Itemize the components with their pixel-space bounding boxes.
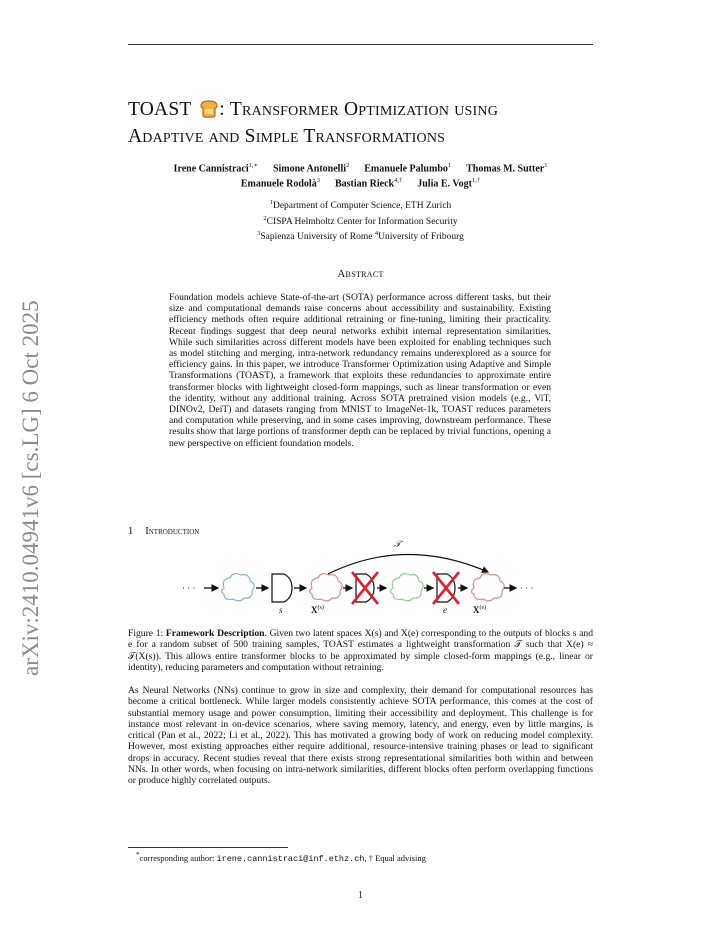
footnote-label: corresponding author: (139, 852, 217, 863)
latent-cloud-blue (222, 574, 255, 601)
transformation-arc (328, 554, 488, 574)
affil-mark: 3 (257, 230, 261, 238)
author-affil-mark: 4,† (394, 177, 403, 185)
affil-text: Sapienza University of Rome (260, 232, 375, 243)
title-main: TOAST (128, 99, 192, 120)
trailing-dots: · · · (520, 583, 534, 593)
abstract-text: Foundation models achieve State-of-the-art (SOTA) performance across different tasks, but their size and computational demands raise concerns about accessibility and sustainability. Existing efficiency methods often require additional retraining or fine-tuning, limiting their practicality. Recent findings suggest that deep neural networks exhibit internal representation similarities. While such similarities across different models have been exploited for enabling techniques such as model stitching and merging, intra-network redundancy remains underexplored as a source for efficiency gains. In this paper, we introduce Transformer Optimization using Adaptive and Simple Transformations (TOAST), a framework that exploits these redundancies to approximate entire transformer blocks with lightweight closed-form mappings, such as linear transformation or even the identity, without any additional training. Across SOTA pretrained vision models (e.g., ViT, DINOv2, DeiT) and datasets ranging from MNIST to ImageNet-1k, TOAST reduces parameters and computation while preserving, and in some cases improving, downstream performance. These results show that large portions of transformer depth can be replaced by trivial functions, opening a new perspective on efficient foundation models. (169, 292, 551, 449)
author-name: Irene Cannistraci (173, 163, 249, 175)
footnote (136, 850, 426, 864)
affil-text: University of Fribourg (378, 232, 464, 243)
caption-bold: Framework Description (165, 628, 265, 639)
author-affil-mark: 1 (447, 162, 452, 169)
label-s: s (279, 605, 283, 615)
affiliation-2 (128, 213, 593, 229)
leading-dots: · · · (182, 583, 196, 593)
figure-1-caption (128, 628, 593, 674)
affiliation-1 (128, 197, 593, 213)
affil-mark: 4 (374, 230, 379, 238)
affiliations (128, 197, 593, 244)
affil-mark: 1 (269, 199, 273, 206)
author-name: Thomas M. Sutter (466, 163, 545, 175)
figure-1-framework-diagram (180, 536, 540, 616)
author-affil-mark: 1,∗ (248, 162, 258, 169)
latent-cloud-red-xs (310, 574, 343, 601)
author-affil-mark: 3 (316, 177, 320, 185)
abstract-heading: Abstract (337, 268, 384, 280)
label-e: e (443, 605, 447, 615)
label-T: 𝒯 (394, 539, 401, 549)
author-affil-mark: 2 (346, 162, 350, 169)
author-name: Simone Antonelli (272, 163, 347, 175)
arxiv-id-text: arXiv:2410.04941v6 [cs.LG] 6 Oct 2025 (18, 300, 43, 676)
footnote-email-link[interactable]: irene.cannistraci@inf.ethz.ch (216, 853, 365, 864)
author-affil-mark: 1 (544, 162, 548, 169)
title-colon: : (219, 99, 225, 120)
author-name: Emanuele Rodolà (240, 178, 317, 190)
affil-text: CISPA Helmholtz Center for Information Security (266, 216, 458, 227)
paper-title (128, 98, 598, 149)
latent-cloud-red-xe (472, 574, 505, 601)
author-name: Julia E. Vogt (417, 178, 472, 190)
author-affil-mark: 1,† (472, 177, 481, 185)
title-line1-rest: Transformer Optimization using (229, 99, 499, 120)
top-rule (128, 44, 593, 45)
author-name: Emanuele Palumbo (364, 163, 448, 175)
caption-text: . Given two latent spaces X(s) and X(e) corresponding to the outputs of blocks s and e for a random subset of 500 training samples, TOAST estimates a lightweight transformation 𝒯 such that X(e) ≈ 𝒯(X(s)). This allows entire transformer blocks to be approximated by simple closed-form mappings (e.g., linear or identity), reducing parameters and computation without retraining. (128, 628, 593, 674)
affiliation-3-4 (128, 228, 593, 244)
block-s (272, 574, 292, 602)
affil-mark: 2 (263, 214, 267, 222)
latent-cloud-green (391, 574, 424, 601)
footnote-mark: * (136, 851, 140, 859)
label-xs: $X^{(s)}$ (311, 605, 324, 615)
author-name: Bastian Rieck (334, 178, 395, 190)
footnote-rule (128, 847, 288, 848)
bread-icon (199, 100, 219, 125)
author-list (128, 160, 593, 191)
authors-line-1 (128, 160, 593, 175)
label-xe: $X^{(e)}$ (473, 605, 487, 615)
caption-lead: Figure 1: (128, 628, 166, 639)
title-line2: Adaptive and Simple Transformations (128, 126, 446, 147)
section-number: 1 (128, 526, 134, 537)
authors-line-2 (128, 175, 593, 190)
arxiv-sidebar-identifier (8, 268, 48, 678)
affil-text: Department of Computer Science, ETH Zurich (272, 201, 452, 212)
introduction-paragraph: As Neural Networks (NNs) continue to grow in size and complexity, their demand for computational resources has become a critical bottleneck. While larger models consistently achieve SOTA performance, this comes at the cost of substantial memory usage and power consumption, limiting their accessibility and deployment. This challenge is for instance most relevant in on-device scenarios, where saving memory, latency, and energy, even by little margins, is critical (Pan et al., 2022; Li et al., 2022). This has motivated a growing body of work on reducing model complexity. However, most existing approaches either require additional, resource-intensive training phases or lead to significant drops in accuracy. Recent studies reveal that there exists strong representational similarities both within and between NNs. In other words, when focusing on intra-network similarities, different blocks often perform overlapping functions or produce highly correlated outputs. (128, 685, 593, 787)
removed-block-e (433, 572, 459, 604)
section-title: Introduction (145, 526, 200, 537)
footnote-equal-advising: , † Equal advising (364, 852, 426, 863)
removed-block-1 (352, 572, 378, 604)
page-number: 1 (358, 890, 363, 901)
